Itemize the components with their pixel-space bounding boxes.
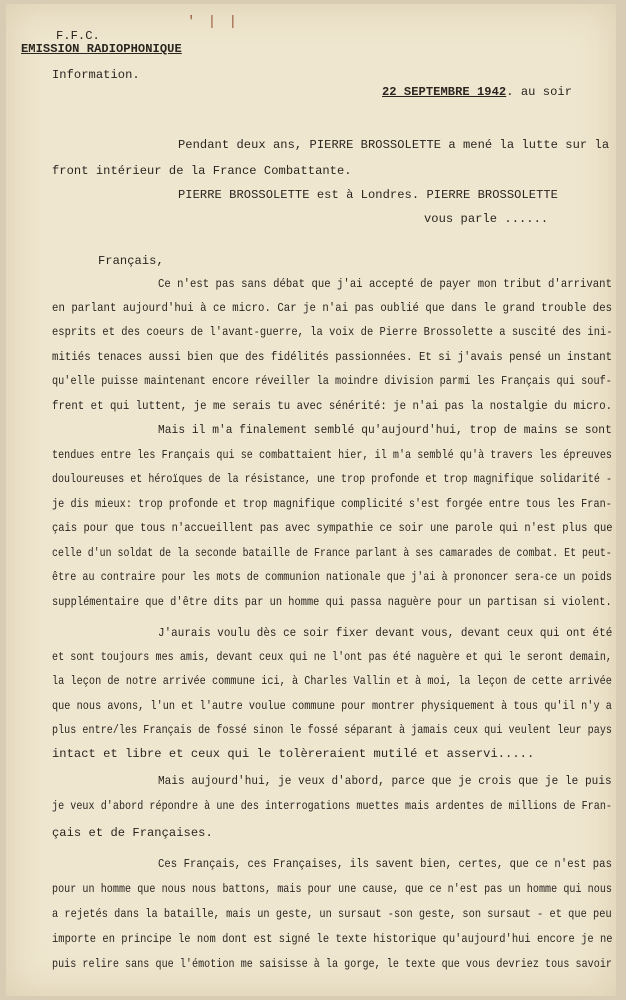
body-line: puis relire sans que l'émotion me saisisse à la gorge, le texte que vous devriez tous savoir (52, 957, 613, 971)
body-line: être au contraire pour les mots de communion nationale que j'ai à prononcer sera-ce un poids (52, 570, 613, 584)
body-line: intact et libre et ceux qui le tolèreraient mutilé et asservi..... (52, 747, 535, 761)
body-line: çais et de Françaises. (52, 826, 213, 840)
body-line: Mais aujourd'hui, je veux d'abord, parce que je crois que je le puis (158, 774, 612, 788)
body-line: a rejetés dans la bataille, mais un geste, un sursaut -son geste, son sursaut - et que peu (52, 907, 612, 921)
body-line: je veux d'abord répondre à une des interrogations muettes mais ardentes de millions de Fran- (52, 799, 613, 813)
body-line: et sont toujours mes amis, devant ceux qui ne l'ont pas été naguère et qui le seront demain, (52, 650, 613, 664)
date-line (382, 85, 572, 99)
body-line: mitiés tenaces aussi bien que des fidélités passionnées. Et si j'avais pensé un instant (52, 350, 613, 364)
body-line: çais pour que tous n'accueillent pas avec sympathie ce soir une parole qui n'est plus que (52, 521, 613, 535)
category-label: Information. (52, 68, 140, 82)
date-suffix: . au soir (506, 85, 573, 99)
intro-line: vous parle ...... (424, 212, 549, 226)
body-line: supplémentaire que d'être dits par un homme qui passa naguère pour un partisan si violent. (52, 595, 612, 609)
intro-line: front intérieur de la France Combattante. (52, 164, 352, 178)
body-line: Mais il m'a finalement semblé qu'aujourd'hui, trop de mains se sont (158, 423, 612, 437)
body-line: je dis mieux: trop profonde et trop magnifique complicité s'est forgée entre tous les Fran- (52, 497, 612, 511)
body-line: Ce n'est pas sans débat que j'ai accepté de payer mon tribut d'arrivant (158, 277, 612, 291)
org-label: F.F.C. (56, 29, 100, 43)
body-line: tendues entre les Français qui se combattaient hier, il m'a semblé qu'à travers les épreuves (52, 448, 613, 462)
body-line: celle d'un soldat de la seconde bataille de France parlant à ses camarades de combat. Et peut- (52, 546, 612, 560)
intro-line: PIERRE BROSSOLETTE est à Londres. PIERRE BROSSOLETTE (178, 188, 558, 202)
body-line: Ces Français, ces Françaises, ils savent bien, certes, que ce n'est pas (158, 857, 612, 871)
document-title: EMISSION RADIOPHONIQUE (21, 42, 182, 56)
pencil-marks: ' | | (187, 14, 240, 30)
body-line: douloureuses et héroïques de la résistance, une trop profonde et trop magnifique solidarité - (52, 472, 612, 486)
body-line: qu'elle puisse maintenant encore réveiller la moindre division parmi les Français qui souf- (52, 374, 612, 388)
salutation: Français, (98, 254, 164, 268)
body-line: esprits et des coeurs de l'avant-guerre, la voix de Pierre Brossolette a suscité des ini- (52, 325, 613, 339)
body-line: pour un homme que nous nous battons, mais pour une cause, que ce n'est pas un homme qui nous (52, 882, 613, 896)
body-line: J'aurais voulu dès ce soir fixer devant vous, devant ceux qui ont été (158, 626, 613, 640)
body-line: importe en principe le nom dont est signé le texte historique qu'aujourd'hui encore je ne (52, 932, 613, 946)
body-line: que nous avons, l'un et l'autre voulue commune pour montrer physiquement à tous qu'il n'y a (52, 699, 612, 713)
body-line: frent et qui luttent, je me serais tu avec sénérité: je n'ai pas la nostalgie du micro. (52, 399, 613, 413)
body-line: en parlant aujourd'hui à ce micro. Car je n'ai pas oublié que dans le grand trouble des (52, 301, 613, 315)
body-line: plus entre/les Français de fossé sinon le fossé séparant à jamais ceux qui veulent leur pays (52, 723, 613, 737)
document-page (6, 4, 616, 996)
intro-line: Pendant deux ans, PIERRE BROSSOLETTE a mené la lutte sur la (178, 138, 610, 152)
body-line: la leçon de notre arrivée commune ici, à Charles Vallin et à moi, la leçon de cette arrivée (52, 674, 612, 688)
date: 22 SEPTEMBRE 1942 (382, 85, 507, 99)
